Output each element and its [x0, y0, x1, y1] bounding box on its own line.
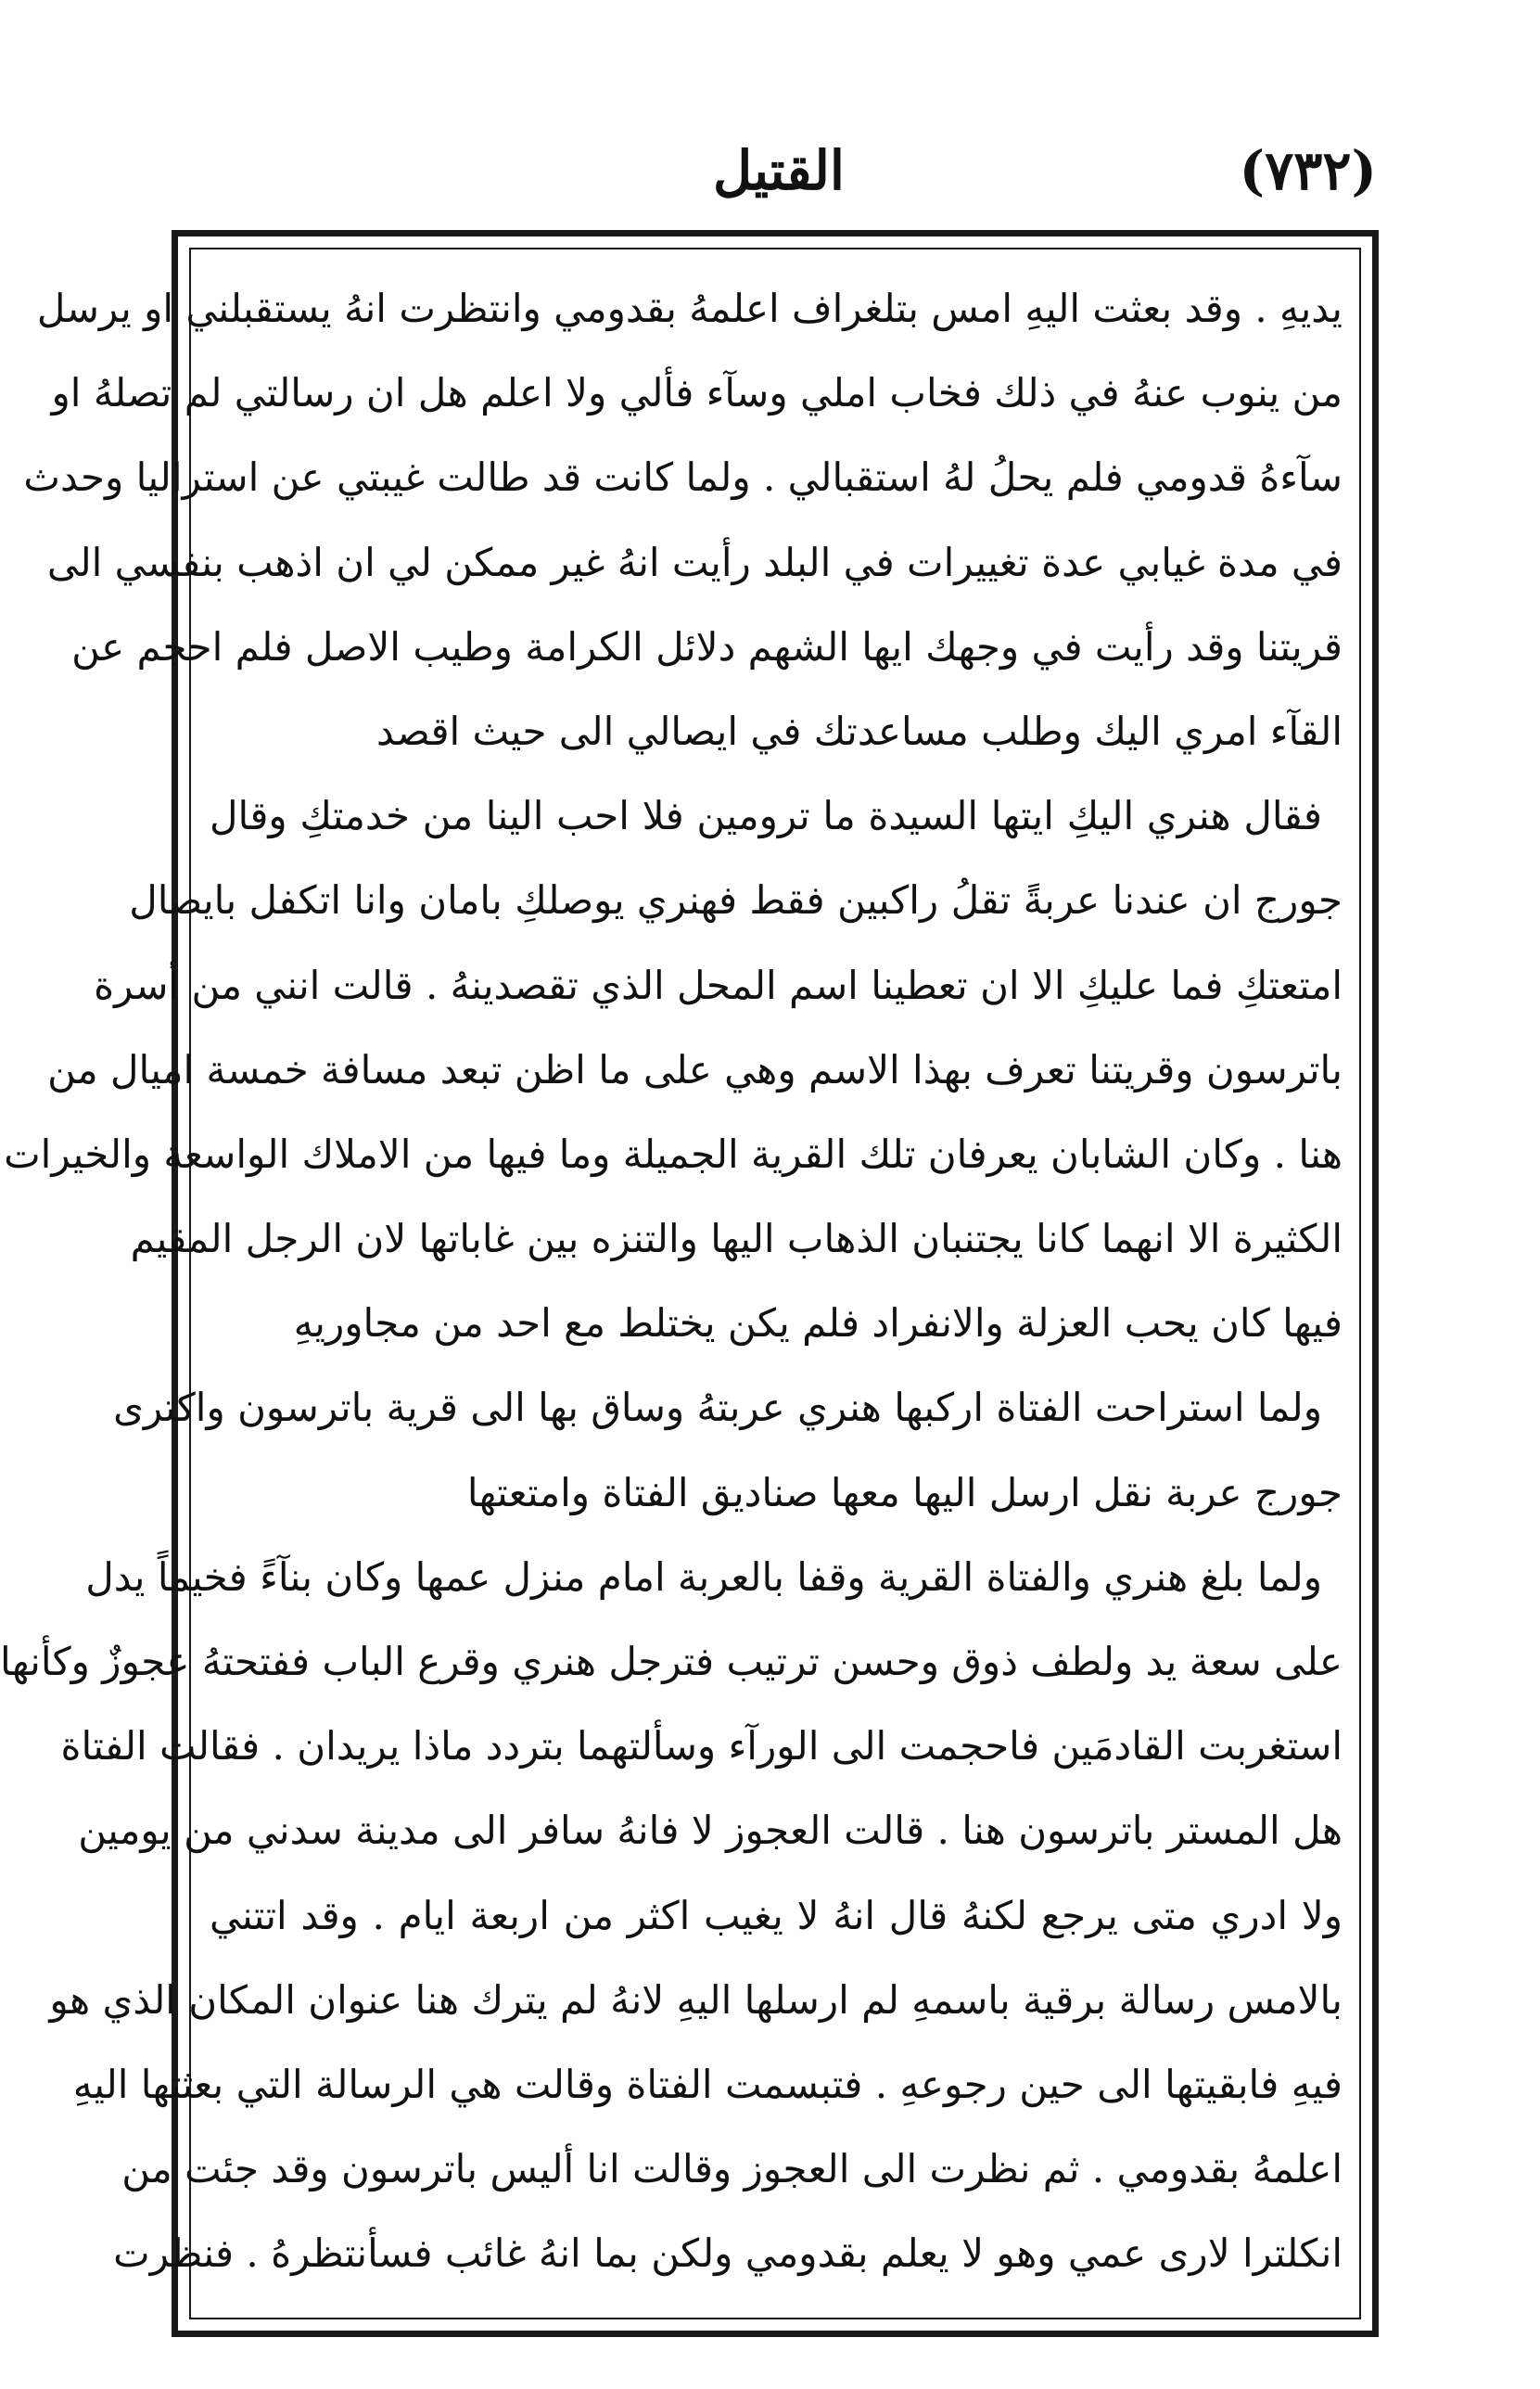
inner-border	[0, 248, 1361, 2319]
text-line: اعلمهُ بقدومي . ثم نظرت الى العجوز وقالت انا أليس باترسون وقد جئت من	[121, 2146, 1343, 2192]
text-line: هنا . وكان الشابان يعرفان تلك القرية الجميلة وما فيها من الاملاك الواسعة والخيرات	[4, 1131, 1343, 1177]
text-line: فقال هنري اليكِ ايتها السيدة ما ترومين فلا احب الينا من خدمتكِ وقال	[210, 793, 1322, 839]
text-line: جورج ان عندنا عربةً تقلُ راكبين فقط فهنري يوصلكِ بامان وانا اتكفل بايصال	[129, 877, 1343, 924]
page-number: (٧٣٢)	[1239, 139, 1377, 202]
text-line: بالامس رسالة برقية باسمهِ لم ارسلها اليهِ لانهُ لم يترك هنا عنوان المكان الذي هو	[49, 1976, 1343, 2023]
page-border	[0, 230, 1379, 2337]
text-line: قريتنا وقد رأيت في وجهك ايها الشهم دلائل الكرامة وطيب الاصل فلم احجم عن	[71, 623, 1343, 670]
page-header	[181, 139, 1377, 213]
text-line: باترسون وقريتنا تعرف بهذا الاسم وهي على ما اظن تبعد مسافة خمسة اميال من	[47, 1046, 1343, 1092]
text-line: ولما بلغ هنري والفتاة القرية وقفا بالعربة امام منزل عمها وكان بنآءً فخيماً يدل	[85, 1553, 1322, 1600]
text-line: يديهِ . وقد بعثت اليهِ امس بتلغراف اعلمهُ بقدومي وانتظرت انهُ يستقبلني او يرسل	[36, 286, 1343, 331]
text-body	[0, 266, 1343, 2308]
text-line: على سعة يد ولطف ذوق وحسن ترتيب فترجل هنري وقرع الباب ففتحتهُ عجوزٌ وكأنها	[0, 1639, 1343, 1684]
text-line: انكلترا لارى عمي وهو لا يعلم بقدومي ولكن بما انهُ غائب فسأنتظرهُ . فنظرت	[113, 2230, 1343, 2277]
running-title: القتيل	[712, 139, 846, 202]
text-line: جورج عربة نقل ارسل اليها معها صناديق الفتاة وامتعتها	[466, 1469, 1343, 1515]
text-line: ولما استراحت الفتاة اركبها هنري عربتهُ وساق بها الى قرية باترسون واكترى	[113, 1385, 1322, 1431]
text-line: هل المستر باترسون هنا . قالت العجوز لا فانهُ سافر الى مدينة سدني من يومين	[78, 1808, 1343, 1854]
text-line: امتعتكِ فما عليكِ الا ان تعطينا اسم المحل الذي تقصدينهُ . قالت انني من أسرة	[94, 962, 1343, 1008]
text-line: الكثيرة الا انهما كانا يجتنبان الذهاب اليها والتنزه بين غاباتها لان الرجل المقيم	[130, 1216, 1343, 1262]
text-line: فيها كان يحب العزلة والانفراد فلم يكن يختلط مع احد من مجاوريهِ	[293, 1300, 1343, 1347]
text-line: فيهِ فابقيتها الى حين رجوعهِ . فتبسمت الفتاة وقالت هي الرسالة التي بعثتها اليهِ	[72, 2061, 1343, 2107]
text-line: استغربت القادمَين فاحجمت الى الورآء وسألتهما بتردد ماذا يريدان . فقالت الفتاة	[60, 1723, 1343, 1769]
text-line: من ينوب عنهُ في ذلك فخاب املي وسآء فألي ولا اعلم هل ان رسالتي لم تصلهُ او	[51, 370, 1343, 416]
text-line: القآء امري اليك وطلب مساعدتك في ايصالي الى حيث اقصد	[375, 708, 1343, 754]
text-line: سآءهُ قدومي فلم يحلُ لهُ استقبالي . ولما كانت قد طالت غيبتي عن استراليا وحدث	[23, 454, 1343, 501]
text-line: ولا ادري متى يرجع لكنهُ قال انهُ لا يغيب اكثر من اربعة ايام . وقد اتتني	[210, 1892, 1343, 1938]
text-line: في مدة غيابي عدة تغييرات في البلد رأيت انهُ غير ممكن لي ان اذهب بنفسي الى	[46, 539, 1343, 585]
